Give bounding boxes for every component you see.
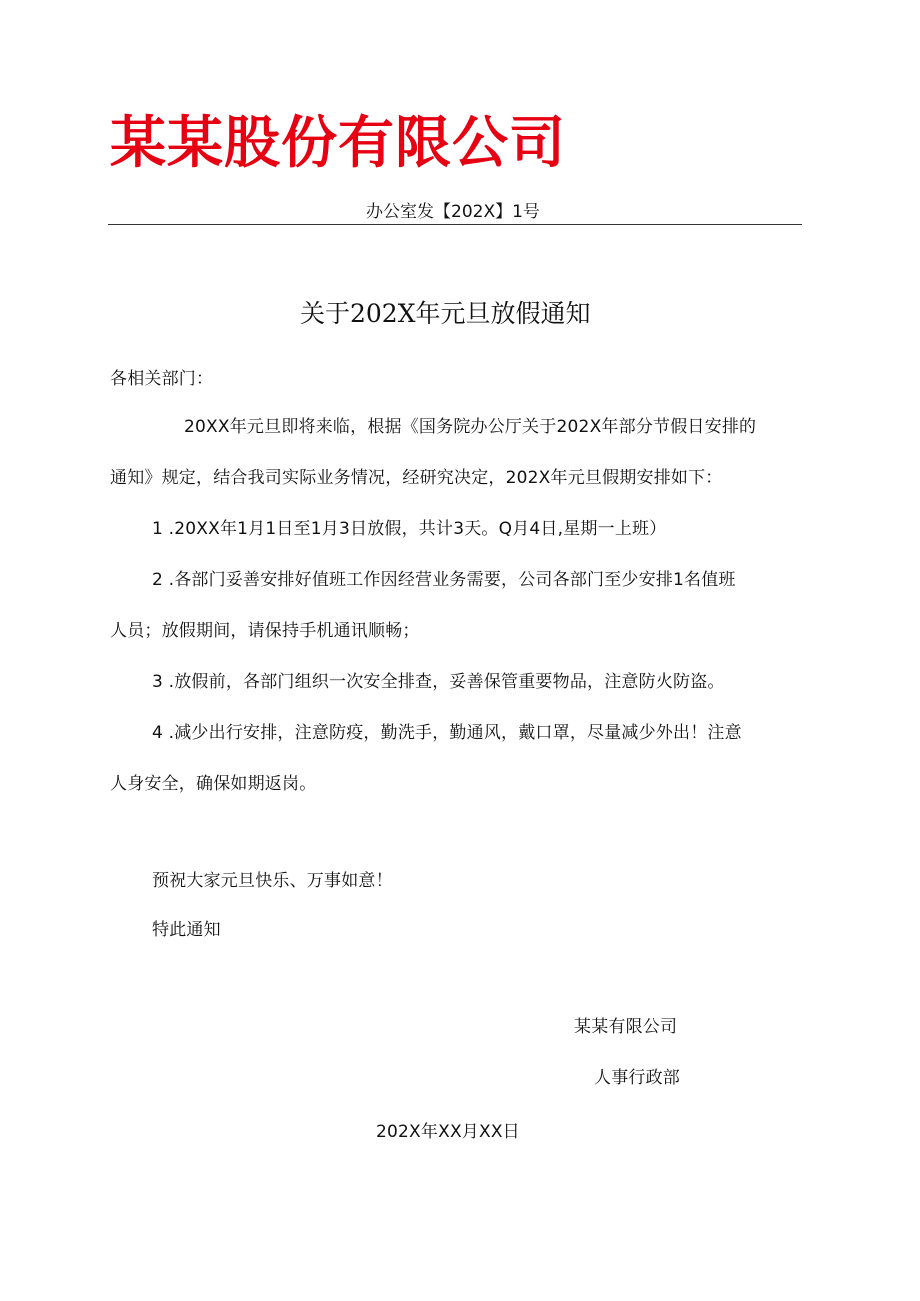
- list-item-2-line-2: 人员；放假期间，请保持手机通讯顺畅；: [110, 621, 420, 641]
- document-title: 关于202X年元旦放假通知: [300, 299, 591, 328]
- salutation: 各相关部门：: [110, 369, 214, 389]
- closing-wishes: 预祝大家元旦快乐、万事如意！: [152, 871, 393, 891]
- intro-line-1: 20XX年元旦即将来临，根据《国务院办公厅关于202X年部分节假日安排的: [184, 417, 757, 437]
- list-item-1: 1 .20XX年1月1日至1月3日放假，共计3天。Q月4日,星期一上班）: [152, 519, 667, 539]
- list-item-4-line-2: 人身安全，确保如期返岗。: [110, 774, 317, 794]
- list-item-4-line-1: 4 .减少出行安排，注意防疫，勤洗手，勤通风，戴口罩，尽量减少外出！注意: [152, 723, 742, 743]
- intro-line-2: 通知》规定，结合我司实际业务情况，经研究决定，202X年元旦假期安排如下：: [110, 468, 723, 488]
- signature-date: 202X年XX月XX日: [376, 1122, 520, 1142]
- signature-department: 人事行政部: [594, 1068, 680, 1088]
- header-divider: [108, 224, 802, 225]
- company-header: 某某股份有限公司: [110, 111, 566, 176]
- list-item-3: 3 .放假前，各部门组织一次安全排查，妥善保管重要物品，注意防火防盗。: [152, 672, 725, 692]
- list-item-2-line-1: 2 .各部门妥善安排好值班工作因经营业务需要，公司各部门至少安排1名值班: [152, 570, 736, 590]
- document-number: 办公室发【202X】1号: [366, 202, 540, 222]
- closing-notice: 特此通知: [152, 920, 221, 940]
- signature-company: 某某有限公司: [574, 1017, 678, 1037]
